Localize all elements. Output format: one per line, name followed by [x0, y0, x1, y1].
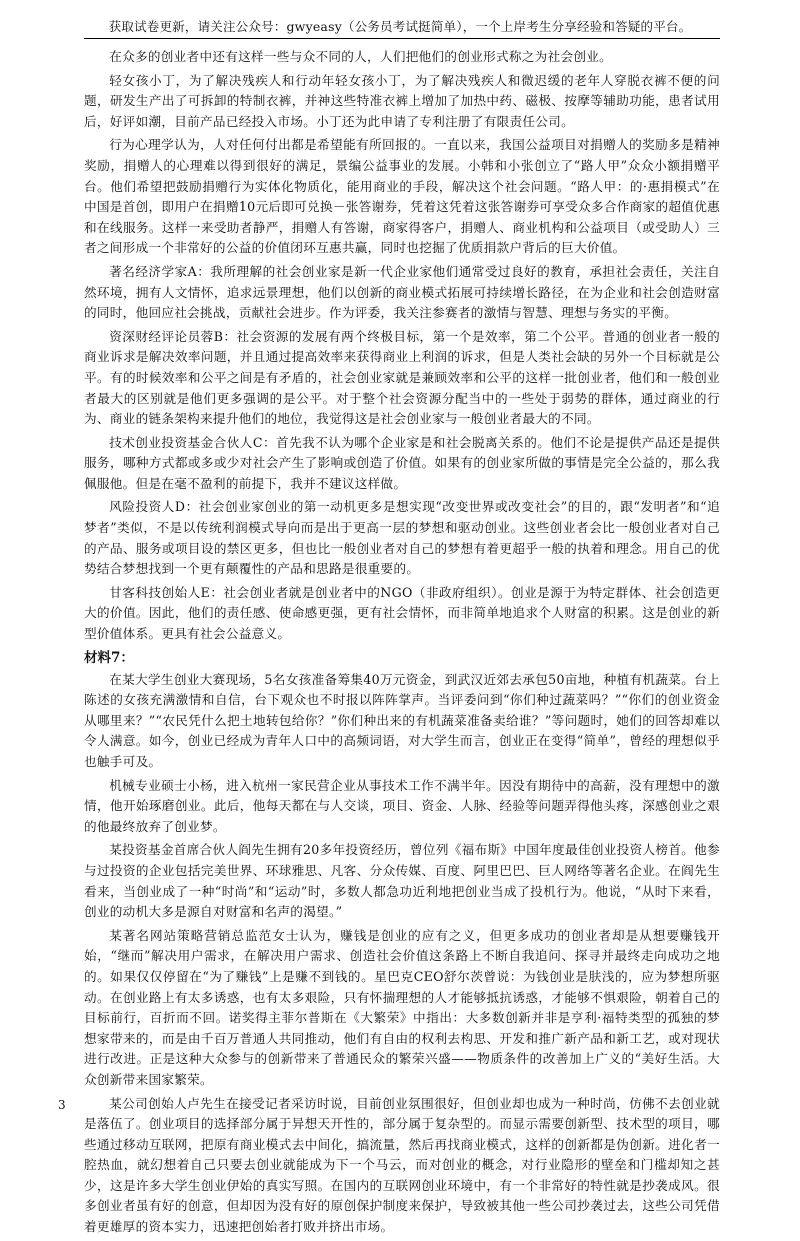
paragraph: 甘客科技创始人E：社会创业者就是创业者中的NGO（非政府组织）。创业是源于为特定群体、社会创造更大的价值。因此，他们的责任感、使命感更强，更有社会情怀，而非简单地追求个人财富的积累。这是创业的新型价值体系。更具有社会公益意义。 — [84, 584, 720, 642]
paragraph: 风险投资人D：社会创业家创业的第一动机更多是想实现“改变世界或改变社会”的目的，跟“发明者”和“追梦者”类似，不是以传统利润模式导向而是出于更高一层的梦想和驱动创业。这些创业者会比一般创业者对自己的产品、服务或项目设的禁区更多，但也比一般创业者对自己的梦想有着更超乎一般的执着和理念。用自己的优势结合梦想找到一个更有颠覆性的产品和思路是很重要的。 — [84, 499, 720, 577]
paragraph: 技术创业投资基金合伙人C：首先我不认为哪个企业家是和社会脱离关系的。他们不论是提供产品还是提供服务，哪种方式都或多或少对社会产生了影响或创造了价值。如果有的创业家所做的事情是完全公益的，那么我佩服他。但是在毫不盈利的前提下，我并不建议这样做。 — [84, 434, 720, 491]
paragraph: 著名经济学家A：我所理解的社会创业家是新一代企业家他们通常受过良好的教育，承担社会责任，关注自然环境，拥有人文情怀，追求远景理想，他们以创新的商业模式拓展可持续增长路径，在为企业和社会创造财富的同时，他回应社会挑战，贡献社会进步。作为评委，我关注参赛者的激情与智慧、理想与务实的平衡。 — [84, 263, 720, 321]
paragraph: 在某大学生创业大赛现场，5名女孩准备筹集40万元资金，到武汉近郊去承包50亩地，种植有机蔬菜。台上陈述的女孩充满激情和自信，台下观众也不时报以阵阵掌声。当评委问到“你们种过蔬菜吗？”“你们的创业资金从哪里来？”“农民凭什么把土地转包给你？”你们种出来的有机蔬菜准备卖给谁？”等问题时，她们的回答却难以令人满意。如今，创业已经成为青年人口中的高频词语，对大学生而言，创业正在变得“简单”，曾经的理想似乎也触手可及。 — [84, 671, 720, 769]
header-rule — [84, 38, 720, 39]
paragraph: 某著名网站策略营销总监范女士认为，赚钱是创业的应有之义，但更多成功的创业者却是从想要赚钱开始，“继而”解决用户需求，在解决用户需求、创造社会价值这条路上不断自我追问、探寻并最终走向成功之地的。如果仅仅停留在“为了赚钱”上是赚不到钱的。星巴克CEO舒尔茨曾说：为钱创业是肤浅的，应为梦想所驱动。在创业路上有太多诱惑，也有太多艰险，只有怀揣理想的人才能够抵抗诱惑，才能够不惧艰险，朝着自己的目标前行，百折而不回。诺奖得主菲尔普斯在《大繁荣》中指出：大多数创新并非是亨利·福特类型的孤独的梦想家带来的，而是由千百万普通人共同推动，他们有自由的权利去构思、开发和推广新产品和新工艺，或对现状进行改进。正是这种大众参与的创新带来了普通民众的繁荣兴盛——物质条件的改善加上广义的“美好生活。大众创新带来国家繁荣。 — [84, 927, 720, 1087]
page-header: 获取试卷更新，请关注公众号：gwyeasy（公务员考试挺简单），一个上岸考生分享经验和答疑的平台。 — [108, 19, 692, 34]
paragraph: 机械专业硕士小杨，进入杭州一家民营企业从事技术工作不满半年。因没有期待中的高薪，没有理想中的激情，他开始琢磨创业。此后，他每天都在与人交谈，项目、资金、人脉、经验等问题弄得他头疼，深感创业之艰的他最终放弃了创业梦。 — [84, 777, 720, 834]
paragraph: 某投资基金首席合伙人阎先生拥有20多年投资经历，曾位列《福布斯》中国年度最佳创业投资人榜首。他参与过投资的企业包括完美世界、环球雅思、凡客、分众传媒、百度、阿里巴巴、巨人网络等著名企业。在阎先生看来，当创业成了一种“时尚”和“运动”时，多数人都急功近利地把创业当成了投机行为。他说，“从时下来看，创业的动机大多是源自对财富和名声的渴望。” — [84, 842, 720, 920]
page-content — [84, 47, 720, 1241]
page-number: 3 — [58, 1098, 66, 1112]
paragraph: 在众多的创业者中还有这样一些与众不同的人，人们把他们的创业形式称之为社会创业。 — [109, 49, 613, 64]
paragraph: 轻女孩小丁，为了解决残疾人和行动年轻女孩小丁，为了解决残疾人和微迟缓的老年人穿脱衣裤不便的问题，研发生产出了可拆卸的特制衣裤，并神这些特准衣裤上增加了加热中药、磁极、按摩等辅助功能，患者试用后，好评如潮，目前产品已经投入市场。小丁还为此申请了专利注册了有限责任公司。 — [84, 72, 720, 129]
paragraph: 某公司创始人卢先生在接受记者采访时说，目前创业氛围很好，但创业却也成为一种时尚，仿佛不去创业就是落伍了。创业项目的选择部分属于异想天开性的，部分属于复杂型的。而显示需要创新型、技术型的项目，哪些通过移动互联网，把原有商业模式去中间化，搞流量，然后再找商业模式，这样的创新都是伪创新。进化者一腔热血，就幻想着自己只要去创业就能成为下一个马云，而对创业的概念，对行业隐形的壁垒和门槛却知之甚少，这是许多大学生创业伊始的真实写照。在国内的互联网创业环境中，有一个非常好的特性就是抄袭成风。很多创业者虽有好的创意，但却因为没有好的原创保护制度来保护，导致被其他一些公司抄袭过去，这些公司凭借着更雄厚的资本实力，迅速把创始者打败并挤出市场。 — [84, 1095, 720, 1235]
paragraph: 资深财经评论员蓉B：社会资源的发展有两个终极目标，第一个是效率，第二个公平。普通的创业者一般的商业诉求是解决效率问题，并且通过提高效率来获得商业上利润的诉求，但是人类社会缺的另外一个目标就是公平。有的时候效率和公平之间是有矛盾的，社会创业家就是兼顾效率和公平的这样一批创业者，他们和一般创业者最大的区别就是他们更多强调的是公平。对于整个社会资源分配当中的一些处于弱势的群体，通过商业的行为、商业的链条架构来提升他们的地位，我觉得这是社会创业家与一般创业者最大的不同。 — [84, 328, 720, 427]
paragraph: 行为心理学认为，人对任何付出都是希望能有所回报的。一直以来，我国公益项目对捐赠人的奖励多是精神奖励，捐赠人的心理难以得到很好的满足，景编公益事业的发展。小韩和小张创立了“路人甲”众众小额捐赠平台。他们希望把鼓励捐赠行为实体化物质化，能用商业的手段，解决这个社会问题。“路人甲：的·惠捐模式”在中国是首创，即用户在捐赠10元后即可兑换－张答谢券，凭着这凭着这张答谢券可享受众多合作商家的超值优惠和在线服务。这样一来受助者静严，捐赠人有答谢，商家得客户，捐赠人、商业机构和公益项目（或受助人）三者之间形成一个非常好的公益的价值闭环互惠共赢，同时也挖掘了优质捐款户背后的巨大价值。 — [84, 137, 720, 256]
section-title: 材料7： — [84, 649, 134, 666]
